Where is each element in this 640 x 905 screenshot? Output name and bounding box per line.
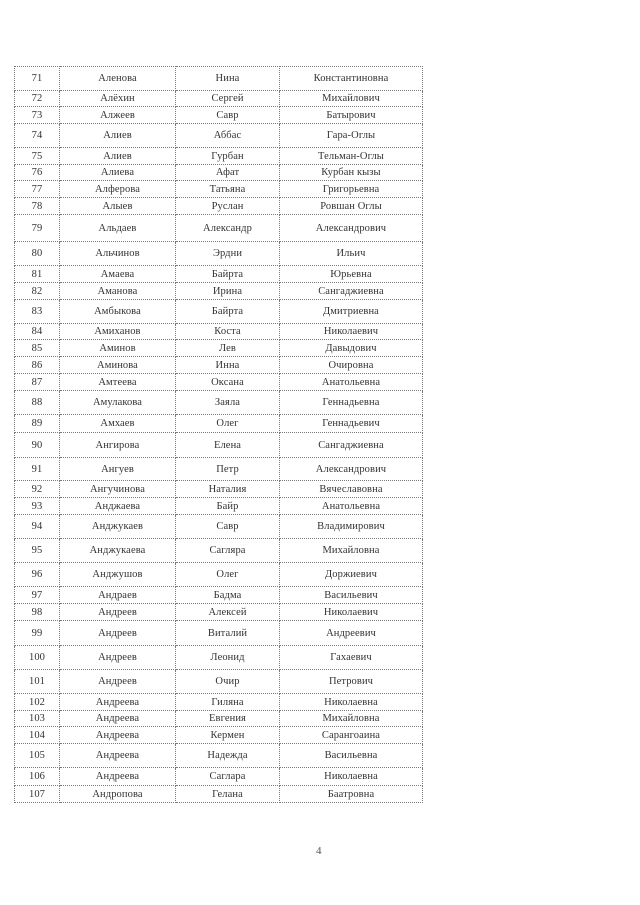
row-number-cell: 77 <box>15 181 60 198</box>
patronymic-cell: Николаевич <box>280 324 423 340</box>
patronymic-cell: Ровшан Оглы <box>280 198 423 215</box>
table-row <box>15 300 423 324</box>
name-table <box>14 66 423 803</box>
last-name-cell: Анджаева <box>60 498 176 515</box>
first-name-cell: Наталия <box>176 481 280 498</box>
patronymic-cell: Николаевич <box>280 604 423 621</box>
patronymic-cell: Васильевна <box>280 744 423 768</box>
table-row <box>15 646 423 670</box>
table-row <box>15 727 423 744</box>
table-row <box>15 711 423 727</box>
first-name-cell: Гелана <box>176 786 280 803</box>
row-number-cell: 101 <box>15 670 60 694</box>
first-name-cell: Саглара <box>176 768 280 786</box>
page-number: 4 <box>316 845 322 857</box>
last-name-cell: Анджукаева <box>60 539 176 563</box>
last-name-cell: Андреева <box>60 711 176 727</box>
row-number-cell: 98 <box>15 604 60 621</box>
patronymic-cell: Васильевич <box>280 587 423 604</box>
table-row <box>15 198 423 215</box>
first-name-cell: Виталий <box>176 621 280 646</box>
first-name-cell: Сагляра <box>176 539 280 563</box>
patronymic-cell: Александрович <box>280 458 423 481</box>
table-row <box>15 621 423 646</box>
table-row <box>15 242 423 266</box>
first-name-cell: Инна <box>176 357 280 374</box>
first-name-cell: Кермен <box>176 727 280 744</box>
patronymic-cell: Михайловна <box>280 711 423 727</box>
last-name-cell: Алиев <box>60 124 176 148</box>
row-number-cell: 90 <box>15 433 60 458</box>
patronymic-cell: Батырович <box>280 107 423 124</box>
patronymic-cell: Курбан кызы <box>280 165 423 181</box>
table-row <box>15 266 423 283</box>
table-row <box>15 498 423 515</box>
patronymic-cell: Гахаевич <box>280 646 423 670</box>
last-name-cell: Алжеев <box>60 107 176 124</box>
last-name-cell: Ангуев <box>60 458 176 481</box>
patronymic-cell: Григорьевна <box>280 181 423 198</box>
row-number-cell: 93 <box>15 498 60 515</box>
name-table-body <box>15 67 423 803</box>
patronymic-cell: Гара-Оглы <box>280 124 423 148</box>
row-number-cell: 86 <box>15 357 60 374</box>
patronymic-cell: Давыдович <box>280 340 423 357</box>
first-name-cell: Алексей <box>176 604 280 621</box>
first-name-cell: Олег <box>176 415 280 433</box>
last-name-cell: Андреев <box>60 670 176 694</box>
last-name-cell: Андреева <box>60 768 176 786</box>
patronymic-cell: Баатровна <box>280 786 423 803</box>
last-name-cell: Аманова <box>60 283 176 300</box>
last-name-cell: Амаева <box>60 266 176 283</box>
table-row <box>15 357 423 374</box>
row-number-cell: 85 <box>15 340 60 357</box>
row-number-cell: 100 <box>15 646 60 670</box>
row-number-cell: 78 <box>15 198 60 215</box>
table-row <box>15 744 423 768</box>
first-name-cell: Сергей <box>176 91 280 107</box>
last-name-cell: Андреева <box>60 694 176 711</box>
patronymic-cell: Николаевна <box>280 694 423 711</box>
first-name-cell: Байрта <box>176 266 280 283</box>
table-row <box>15 515 423 539</box>
row-number-cell: 71 <box>15 67 60 91</box>
table-row <box>15 433 423 458</box>
last-name-cell: Андропова <box>60 786 176 803</box>
table-row <box>15 107 423 124</box>
table-row <box>15 124 423 148</box>
last-name-cell: Алиев <box>60 148 176 165</box>
last-name-cell: Анджукаев <box>60 515 176 539</box>
row-number-cell: 105 <box>15 744 60 768</box>
first-name-cell: Аббас <box>176 124 280 148</box>
first-name-cell: Бадма <box>176 587 280 604</box>
patronymic-cell: Доржиевич <box>280 563 423 587</box>
table-row <box>15 563 423 587</box>
row-number-cell: 88 <box>15 391 60 415</box>
first-name-cell: Очир <box>176 670 280 694</box>
row-number-cell: 94 <box>15 515 60 539</box>
first-name-cell: Коста <box>176 324 280 340</box>
row-number-cell: 82 <box>15 283 60 300</box>
first-name-cell: Байр <box>176 498 280 515</box>
last-name-cell: Алыев <box>60 198 176 215</box>
patronymic-cell: Геннадьевич <box>280 415 423 433</box>
last-name-cell: Алёхин <box>60 91 176 107</box>
last-name-cell: Амтеева <box>60 374 176 391</box>
patronymic-cell: Константиновна <box>280 67 423 91</box>
table-row <box>15 694 423 711</box>
last-name-cell: Алферова <box>60 181 176 198</box>
first-name-cell: Оксана <box>176 374 280 391</box>
table-row <box>15 340 423 357</box>
last-name-cell: Андреева <box>60 727 176 744</box>
patronymic-cell: Сангаджиевна <box>280 433 423 458</box>
last-name-cell: Ангучинова <box>60 481 176 498</box>
table-row <box>15 539 423 563</box>
row-number-cell: 97 <box>15 587 60 604</box>
table-row <box>15 283 423 300</box>
row-number-cell: 80 <box>15 242 60 266</box>
row-number-cell: 92 <box>15 481 60 498</box>
first-name-cell: Петр <box>176 458 280 481</box>
row-number-cell: 95 <box>15 539 60 563</box>
last-name-cell: Андреев <box>60 621 176 646</box>
table-row <box>15 324 423 340</box>
table-row <box>15 181 423 198</box>
first-name-cell: Леонид <box>176 646 280 670</box>
patronymic-cell: Анатольевна <box>280 498 423 515</box>
row-number-cell: 84 <box>15 324 60 340</box>
first-name-cell: Руслан <box>176 198 280 215</box>
first-name-cell: Гиляна <box>176 694 280 711</box>
last-name-cell: Анджушов <box>60 563 176 587</box>
table-row <box>15 91 423 107</box>
row-number-cell: 104 <box>15 727 60 744</box>
last-name-cell: Амулакова <box>60 391 176 415</box>
row-number-cell: 74 <box>15 124 60 148</box>
first-name-cell: Заяла <box>176 391 280 415</box>
last-name-cell: Андреев <box>60 604 176 621</box>
patronymic-cell: Петрович <box>280 670 423 694</box>
first-name-cell: Байрта <box>176 300 280 324</box>
first-name-cell: Савр <box>176 515 280 539</box>
first-name-cell: Лев <box>176 340 280 357</box>
patronymic-cell: Владимирович <box>280 515 423 539</box>
table-row <box>15 374 423 391</box>
table-row <box>15 670 423 694</box>
last-name-cell: Андраев <box>60 587 176 604</box>
table-row <box>15 458 423 481</box>
last-name-cell: Ангирова <box>60 433 176 458</box>
patronymic-cell: Андреевич <box>280 621 423 646</box>
table-row <box>15 215 423 242</box>
row-number-cell: 81 <box>15 266 60 283</box>
last-name-cell: Андреев <box>60 646 176 670</box>
first-name-cell: Евгения <box>176 711 280 727</box>
first-name-cell: Елена <box>176 433 280 458</box>
first-name-cell: Гурбан <box>176 148 280 165</box>
first-name-cell: Татьяна <box>176 181 280 198</box>
patronymic-cell: Михайлович <box>280 91 423 107</box>
row-number-cell: 107 <box>15 786 60 803</box>
patronymic-cell: Тельман-Оглы <box>280 148 423 165</box>
first-name-cell: Афат <box>176 165 280 181</box>
patronymic-cell: Вячеславовна <box>280 481 423 498</box>
table-row <box>15 148 423 165</box>
row-number-cell: 83 <box>15 300 60 324</box>
row-number-cell: 103 <box>15 711 60 727</box>
row-number-cell: 72 <box>15 91 60 107</box>
patronymic-cell: Очировна <box>280 357 423 374</box>
patronymic-cell: Юрьевна <box>280 266 423 283</box>
last-name-cell: Андреева <box>60 744 176 768</box>
patronymic-cell: Сарангоаина <box>280 727 423 744</box>
table-row <box>15 786 423 803</box>
patronymic-cell: Геннадьевна <box>280 391 423 415</box>
last-name-cell: Алиева <box>60 165 176 181</box>
first-name-cell: Эрдни <box>176 242 280 266</box>
last-name-cell: Амбыкова <box>60 300 176 324</box>
table-row <box>15 415 423 433</box>
table-row <box>15 768 423 786</box>
row-number-cell: 75 <box>15 148 60 165</box>
first-name-cell: Олег <box>176 563 280 587</box>
table-row <box>15 391 423 415</box>
first-name-cell: Савр <box>176 107 280 124</box>
last-name-cell: Амхаев <box>60 415 176 433</box>
row-number-cell: 73 <box>15 107 60 124</box>
row-number-cell: 102 <box>15 694 60 711</box>
patronymic-cell: Александрович <box>280 215 423 242</box>
table-row <box>15 67 423 91</box>
first-name-cell: Надежда <box>176 744 280 768</box>
row-number-cell: 106 <box>15 768 60 786</box>
row-number-cell: 79 <box>15 215 60 242</box>
patronymic-cell: Николаевна <box>280 768 423 786</box>
row-number-cell: 96 <box>15 563 60 587</box>
patronymic-cell: Анатольевна <box>280 374 423 391</box>
table-row <box>15 587 423 604</box>
table-row <box>15 165 423 181</box>
row-number-cell: 91 <box>15 458 60 481</box>
first-name-cell: Ирина <box>176 283 280 300</box>
patronymic-cell: Сангаджиевна <box>280 283 423 300</box>
last-name-cell: Аминова <box>60 357 176 374</box>
patronymic-cell: Дмитриевна <box>280 300 423 324</box>
last-name-cell: Альчинов <box>60 242 176 266</box>
row-number-cell: 89 <box>15 415 60 433</box>
table-row <box>15 604 423 621</box>
first-name-cell: Александр <box>176 215 280 242</box>
first-name-cell: Нина <box>176 67 280 91</box>
last-name-cell: Альдаев <box>60 215 176 242</box>
patronymic-cell: Ильич <box>280 242 423 266</box>
last-name-cell: Аминов <box>60 340 176 357</box>
patronymic-cell: Михайловна <box>280 539 423 563</box>
row-number-cell: 87 <box>15 374 60 391</box>
row-number-cell: 76 <box>15 165 60 181</box>
table-row <box>15 481 423 498</box>
last-name-cell: Амиханов <box>60 324 176 340</box>
row-number-cell: 99 <box>15 621 60 646</box>
last-name-cell: Аленова <box>60 67 176 91</box>
